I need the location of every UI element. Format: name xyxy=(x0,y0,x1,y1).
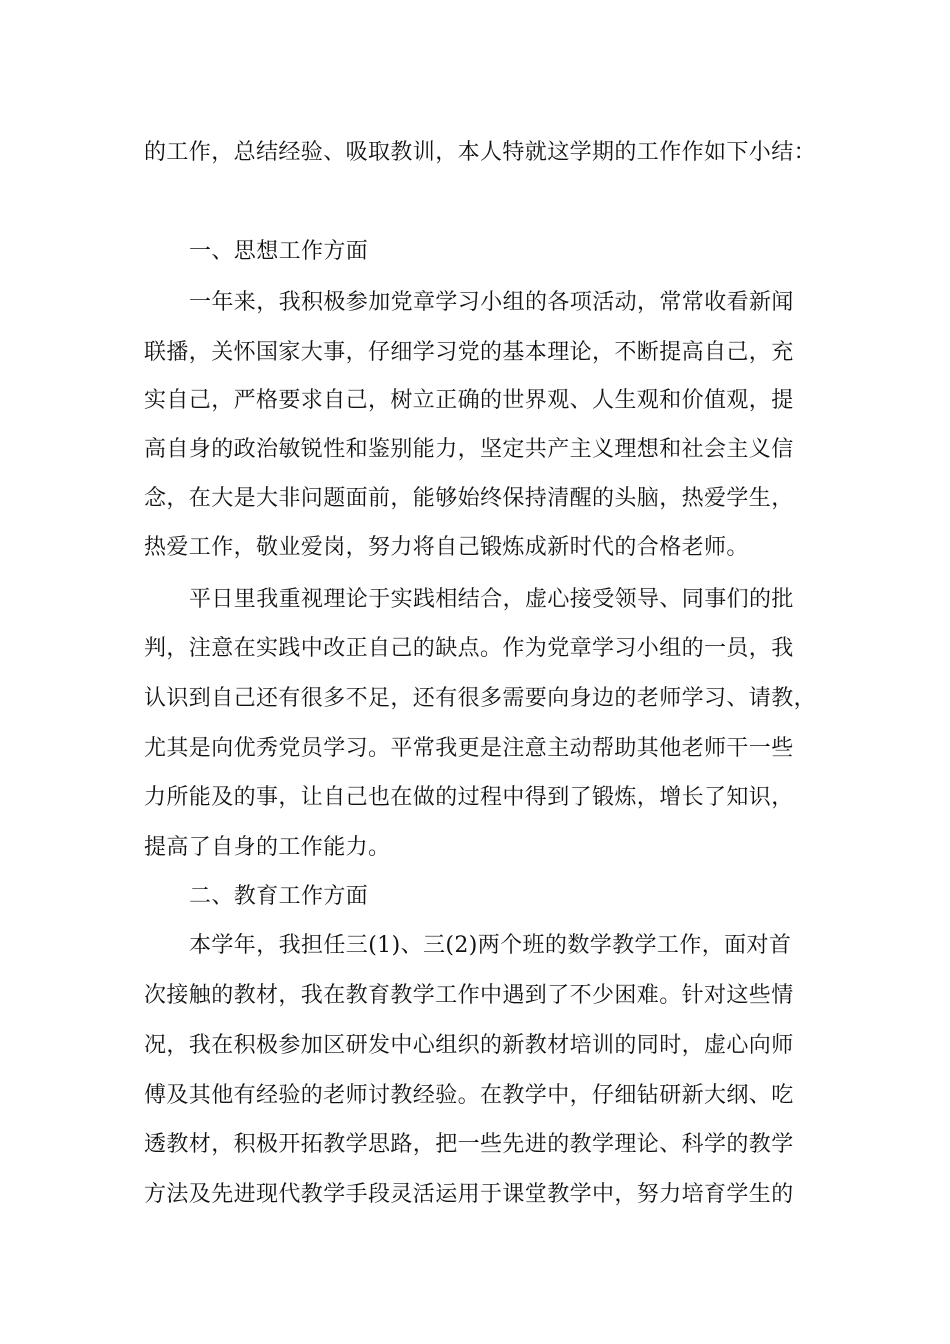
text-line: 傅及其他有经验的老师讨教经验。在教学中，仔细钻研新大纲、吃 xyxy=(144,1083,794,1108)
text-line: 提高了自身的工作能力。 xyxy=(144,835,391,860)
text-line: 高自身的政治敏锐性和鉴别能力，坚定共产主义理想和社会主义信 xyxy=(144,437,794,462)
section-heading: 二、教育工作方面 xyxy=(189,884,369,909)
text-line: 联播，关怀国家大事，仔细学习党的基本理论，不断提高自己，充 xyxy=(144,340,794,365)
text-line: 热爱工作，敬业爱岗，努力将自己锻炼成新时代的合格老师。 xyxy=(144,535,749,560)
text-line: 念，在大是大非问题面前，能够始终保持清醒的头脑，热爱学生， xyxy=(144,486,794,511)
text-line: 平日里我重视理论于实践相结合，虚心接受领导、同事们的批 xyxy=(189,587,794,612)
text-line: 次接触的教材，我在教育教学工作中遇到了不少困难。针对这些情 xyxy=(144,983,794,1008)
text-line: 透教材，积极开拓教学思路，把一些先进的教学理论、科学的教学 xyxy=(144,1132,794,1157)
text-line: 判，注意在实践中改正自己的缺点。作为党章学习小组的一员，我 xyxy=(144,636,794,661)
text-line: 方法及先进现代教学手段灵活运用于课堂教学中，努力培育学生的 xyxy=(144,1182,794,1207)
text-line: 实自己，严格要求自己，树立正确的世界观、人生观和价值观，提 xyxy=(144,388,794,413)
section-heading: 一、思想工作方面 xyxy=(189,239,369,264)
text-line: 本学年，我担任三(1)、三(2)两个班的数学教学工作，面对首 xyxy=(189,933,792,958)
text-line: 况，我在积极参加区研发中心组织的新教材培训的同时，虚心向师 xyxy=(144,1033,794,1058)
text-line: 认识到自己还有很多不足，还有很多需要向身边的老师学习、请教， xyxy=(144,686,817,711)
text-line: 的工作，总结经验、吸取教训，本人特就这学期的工作作如下小结： xyxy=(144,140,817,165)
text-line: 力所能及的事，让自己也在做的过程中得到了锻炼，增长了知识， xyxy=(144,785,794,810)
text-line: 一年来，我积极参加党章学习小组的各项活动，常常收看新闻 xyxy=(189,290,794,315)
text-line: 尤其是向优秀党员学习。平常我更是注意主动帮助其他老师干一些 xyxy=(144,736,794,761)
